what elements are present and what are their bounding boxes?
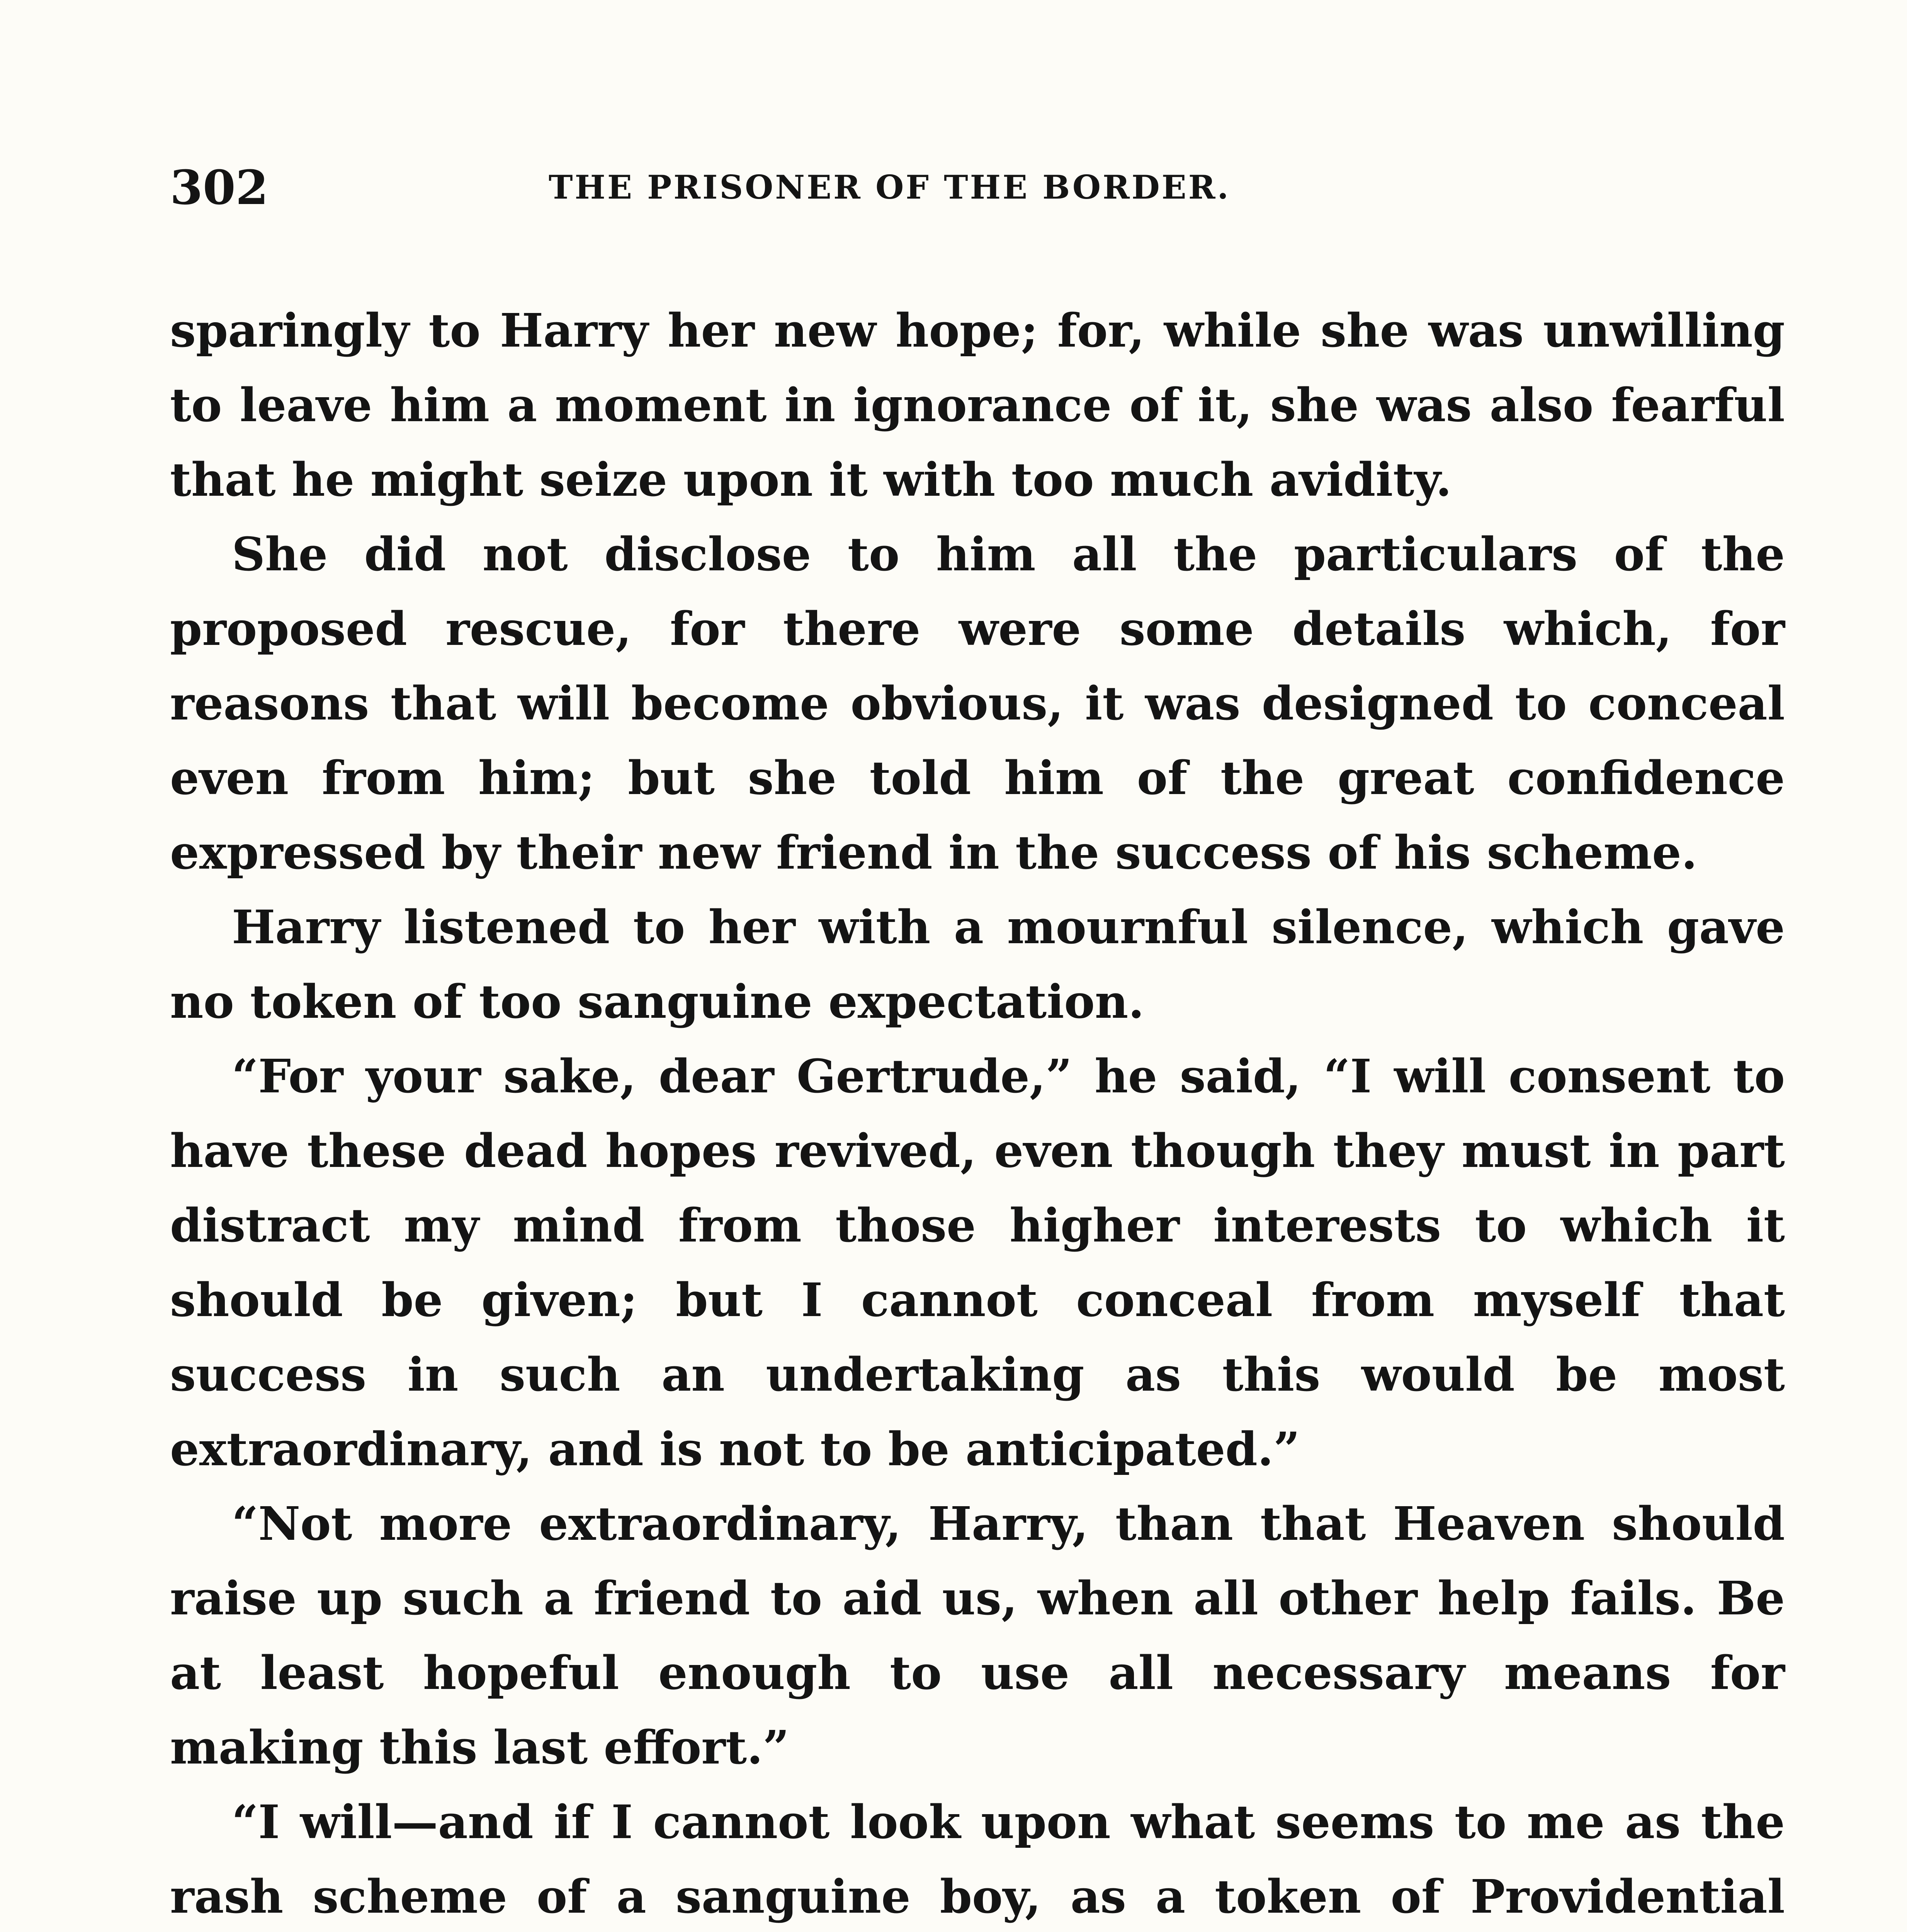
paragraph-2: She did not disclose to him all the particulars of the proposed rescue, for there were some details which, for reasons that will become obvious, it was designed to conceal even from him; but she told him of the great confidence expressed by their new friend in the success of his scheme. [170, 527, 1785, 880]
paragraph-4: “For your sake, dear Gertrude,” he said, “I will consent to have these dead hopes revived, even though they must in part distract my mind from those higher interests to which it should be given; but I cannot conceal from myself that success in such an undertaking as this would be most extraordinary, and is not to be anticipated.” [170, 1049, 1785, 1476]
paragraph-6: “I will—and if I cannot look upon what seems to me as the rash scheme of a sanguine boy, as a token of Providential [170, 1795, 1785, 1924]
running-title: THE PRISONER OF THE BORDER. [549, 168, 1231, 206]
paragraph-1: sparingly to Harry her new hope; for, while she was unwilling to leave him a moment in ignorance of it, she was also fearful that he might seize upon it with too much avidity. [170, 304, 1785, 507]
paragraph-3: Harry listened to her with a mournful silence, which gave no token of too sanguine expectation. [170, 900, 1785, 1029]
paragraph-5: “Not more extraordinary, Harry, than that Heaven should raise up such a friend to aid us, when all other help fails. Be at least hopeful enough to use all necessary means for making this last effort.” [170, 1497, 1785, 1775]
page-number: 302 [170, 160, 269, 215]
page-header [170, 155, 1785, 220]
body-text [170, 294, 1785, 1932]
